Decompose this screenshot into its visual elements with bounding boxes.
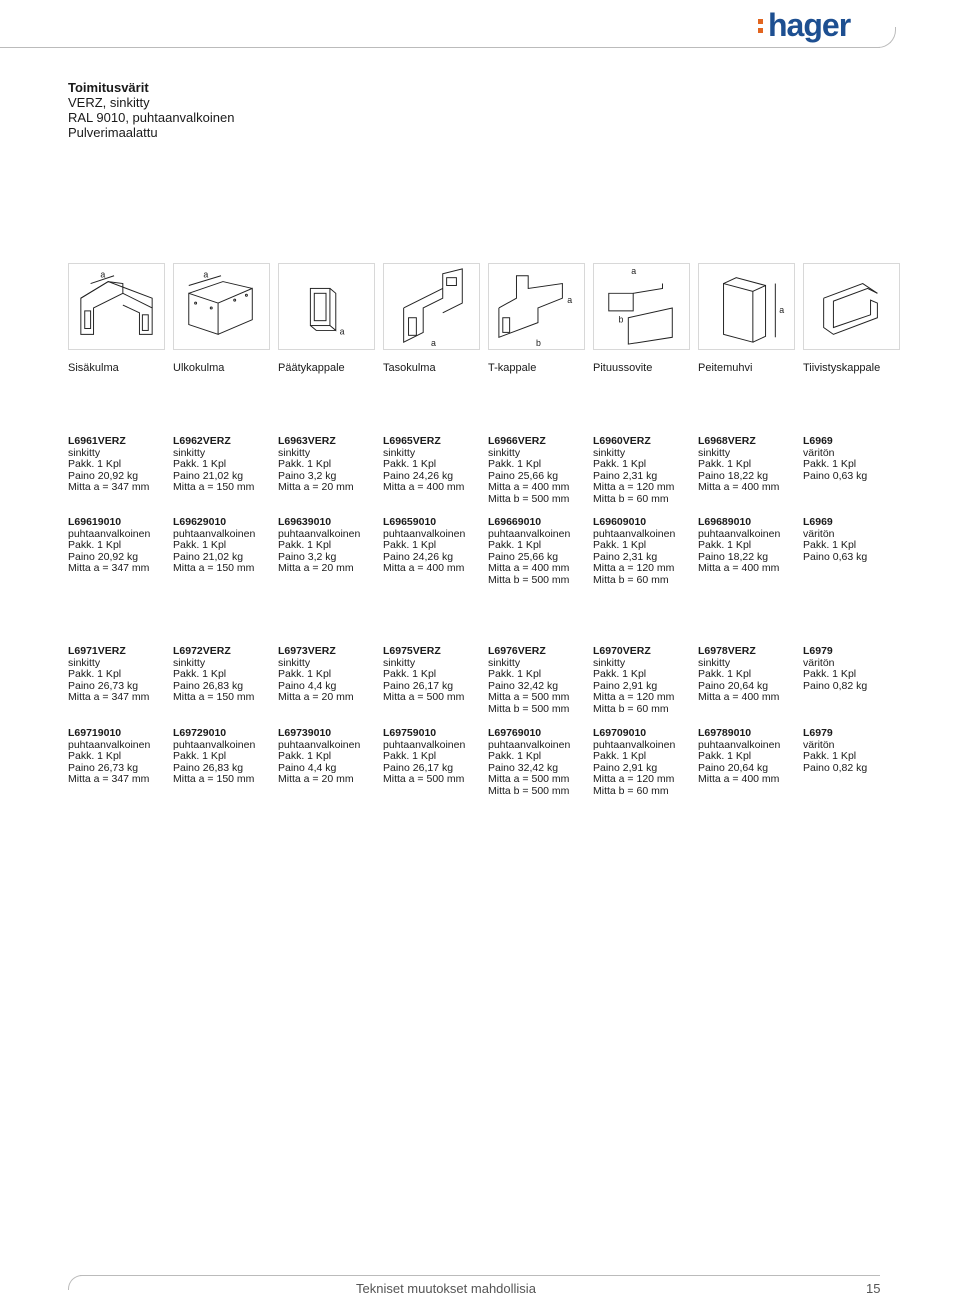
spec-line: Mitta b = 60 mm <box>593 702 669 715</box>
spec-line: sinkitty <box>593 446 626 459</box>
product-code: L6969 <box>803 516 833 528</box>
spec-cell <box>488 436 593 505</box>
spec-cell <box>698 728 803 797</box>
spec-line: Pakk. 1 Kpl <box>68 458 122 470</box>
header-line: Pulverimaalattu <box>68 125 158 140</box>
product-code: L6979 <box>803 645 833 657</box>
product-code: L69739010 <box>278 727 332 739</box>
spec-cell <box>278 517 383 586</box>
spec-line: väritön <box>803 656 835 669</box>
svg-text:a: a <box>339 326 345 337</box>
spec-cell <box>173 646 278 715</box>
spec-line: Pakk. 1 Kpl <box>698 458 752 470</box>
top-rule <box>0 47 880 48</box>
spec-line: Paino 2,31 kg <box>593 469 658 482</box>
spec-line: Mitta a = 20 mm <box>278 691 354 703</box>
spec-line: Paino 26,83 kg <box>173 679 244 692</box>
product-code: L69659010 <box>383 516 437 528</box>
header-line: VERZ, sinkitty <box>68 95 150 110</box>
spec-line: Paino 26,17 kg <box>383 679 454 692</box>
spec-line: Pakk. 1 Kpl <box>593 458 647 470</box>
spec-line: Mitta b = 500 mm <box>488 492 570 505</box>
spec-line: Pakk. 1 Kpl <box>278 539 332 551</box>
spec-line: Pakk. 1 Kpl <box>383 539 437 551</box>
spec-line: Mitta a = 400 mm <box>698 562 780 574</box>
spec-cell <box>68 728 173 797</box>
hager-logo <box>768 8 878 42</box>
spec-cell <box>278 436 383 505</box>
spec-line: Pakk. 1 Kpl <box>803 750 857 762</box>
spec-line: Mitta a = 20 mm <box>278 481 354 493</box>
spec-line: Pakk. 1 Kpl <box>68 668 122 680</box>
inner-corner-icon <box>68 263 165 350</box>
spec-line: Pakk. 1 Kpl <box>173 668 227 680</box>
spec-line: Paino 18,22 kg <box>698 550 769 563</box>
spec-cell <box>173 517 278 586</box>
spec-line: sinkitty <box>488 446 521 459</box>
product-code: L69639010 <box>278 516 332 528</box>
product-name: Päätykappale <box>278 362 345 374</box>
spec-cell <box>278 646 383 715</box>
logo-text: hager <box>768 7 851 43</box>
product-code: L6970VERZ <box>593 645 651 657</box>
product-code: L6962VERZ <box>173 435 231 447</box>
spec-line: Mitta a = 347 mm <box>68 481 150 493</box>
product-code: L69709010 <box>593 727 647 739</box>
spec-line: Mitta a = 347 mm <box>68 691 150 703</box>
spec-line: Paino 2,91 kg <box>593 761 658 774</box>
product-name: Peitemuhvi <box>698 362 753 374</box>
product-code: L69759010 <box>383 727 437 739</box>
spec-line: Paino 20,64 kg <box>698 761 769 774</box>
spec-line: puhtaanvalkoinen <box>488 738 571 751</box>
cover-sleeve-icon <box>698 263 795 350</box>
spec-row <box>68 728 908 797</box>
spec-line: Paino 32,42 kg <box>488 761 559 774</box>
spec-line: Pakk. 1 Kpl <box>383 458 437 470</box>
spec-line: puhtaanvalkoinen <box>383 738 466 751</box>
spec-line: Mitta a = 150 mm <box>173 562 255 574</box>
spec-line: sinkitty <box>698 446 731 459</box>
spec-line: Paino 2,31 kg <box>593 550 658 563</box>
spec-cell <box>68 436 173 505</box>
spec-line: väritön <box>803 738 835 751</box>
spec-line: Paino 4,4 kg <box>278 761 337 774</box>
spec-line: Mitta b = 60 mm <box>593 492 669 505</box>
spec-line: Mitta a = 500 mm <box>383 773 465 785</box>
spec-line: Pakk. 1 Kpl <box>593 750 647 762</box>
spec-line: Pakk. 1 Kpl <box>698 539 752 551</box>
svg-text:b: b <box>536 338 541 349</box>
spec-line: Mitta a = 150 mm <box>173 773 255 785</box>
spec-line: Pakk. 1 Kpl <box>803 458 857 470</box>
spec-line: Pakk. 1 Kpl <box>173 750 227 762</box>
spec-line: Pakk. 1 Kpl <box>488 539 542 551</box>
spec-line: Paino 4,4 kg <box>278 679 337 692</box>
spec-cell <box>698 646 803 715</box>
spec-line: Pakk. 1 Kpl <box>68 539 122 551</box>
spec-line: Paino 20,64 kg <box>698 679 769 692</box>
spec-line: puhtaanvalkoinen <box>173 527 256 540</box>
header-line: RAL 9010, puhtaanvalkoinen <box>68 110 235 125</box>
spec-line: Mitta b = 500 mm <box>488 702 570 715</box>
spec-line: Mitta a = 400 mm <box>698 691 780 703</box>
svg-text:b: b <box>618 314 624 325</box>
spec-cell <box>698 517 803 586</box>
spec-line: Paino 18,22 kg <box>698 469 769 482</box>
spec-line: puhtaanvalkoinen <box>383 527 466 540</box>
spec-line: Paino 26,83 kg <box>173 761 244 774</box>
length-adapter-icon <box>593 263 690 350</box>
spec-cell <box>803 728 908 797</box>
spec-line: Paino 0,82 kg <box>803 761 868 774</box>
spec-line: puhtaanvalkoinen <box>488 527 571 540</box>
spec-line: Paino 26,73 kg <box>68 761 139 774</box>
spec-cell <box>803 517 908 586</box>
product-name: Pituussovite <box>593 362 653 374</box>
spec-line: Pakk. 1 Kpl <box>383 668 437 680</box>
spec-line: Pakk. 1 Kpl <box>278 750 332 762</box>
spec-line: Pakk. 1 Kpl <box>803 668 857 680</box>
product-name: Tasokulma <box>383 362 436 374</box>
product-code: L6960VERZ <box>593 435 651 447</box>
spec-line: Mitta a = 20 mm <box>278 562 354 574</box>
product-name: Sisäkulma <box>68 362 119 374</box>
spec-cell <box>488 728 593 797</box>
spec-line: Paino 3,2 kg <box>278 550 337 563</box>
spec-line: puhtaanvalkoinen <box>278 527 361 540</box>
spec-line: Mitta a = 400 mm <box>488 481 570 493</box>
product-code: L6968VERZ <box>698 435 756 447</box>
product-name: T-kappale <box>488 362 537 374</box>
spec-line: Mitta a = 150 mm <box>173 481 255 493</box>
spec-line: Pakk. 1 Kpl <box>278 668 332 680</box>
spec-line: Mitta a = 400 mm <box>488 562 570 574</box>
footer-rule <box>80 1275 880 1276</box>
spec-line: Paino 20,92 kg <box>68 550 139 563</box>
page-number: 15 <box>866 1281 881 1296</box>
spec-line: Paino 25,66 kg <box>488 550 559 563</box>
spec-line: Paino 26,73 kg <box>68 679 139 692</box>
spec-line: sinkitty <box>173 446 206 459</box>
spec-line: Paino 0,82 kg <box>803 679 868 692</box>
sealing-piece-icon <box>803 263 900 350</box>
spec-line: sinkitty <box>488 656 521 669</box>
spec-line: Paino 21,02 kg <box>173 550 244 563</box>
spec-line: Paino 3,2 kg <box>278 469 337 482</box>
spec-line: sinkitty <box>68 656 101 669</box>
product-code: L6976VERZ <box>488 645 546 657</box>
spec-line: Pakk. 1 Kpl <box>173 539 227 551</box>
spec-line: Mitta b = 500 mm <box>488 573 570 586</box>
product-code: L6978VERZ <box>698 645 756 657</box>
spec-line: Pakk. 1 Kpl <box>173 458 227 470</box>
product-code: L6965VERZ <box>383 435 441 447</box>
svg-text:a: a <box>631 265 637 276</box>
spec-cell <box>803 646 908 715</box>
spec-line: Mitta a = 120 mm <box>593 773 675 785</box>
flat-corner-icon <box>383 263 480 350</box>
spec-cell <box>593 436 698 505</box>
spec-line: sinkitty <box>173 656 206 669</box>
spec-line: puhtaanvalkoinen <box>698 527 781 540</box>
spec-line: Mitta a = 120 mm <box>593 562 675 574</box>
spec-line: Mitta a = 400 mm <box>383 481 465 493</box>
spec-line: Pakk. 1 Kpl <box>488 750 542 762</box>
spec-cell <box>173 436 278 505</box>
product-code: L6966VERZ <box>488 435 546 447</box>
svg-text:a: a <box>567 295 573 306</box>
spec-cell <box>383 517 488 586</box>
spec-row <box>68 436 908 505</box>
product-code: L6963VERZ <box>278 435 336 447</box>
spec-line: Mitta a = 20 mm <box>278 773 354 785</box>
product-name: Tiivistyskappale <box>803 362 881 374</box>
svg-text:a: a <box>779 304 785 315</box>
spec-line: Mitta b = 60 mm <box>593 784 669 797</box>
spec-line: Mitta b = 500 mm <box>488 784 570 797</box>
spec-line: Pakk. 1 Kpl <box>593 539 647 551</box>
spec-line: Mitta a = 347 mm <box>68 562 150 574</box>
spec-line: puhtaanvalkoinen <box>68 738 151 751</box>
spec-line: Pakk. 1 Kpl <box>68 750 122 762</box>
spec-cell <box>278 728 383 797</box>
t-piece-icon <box>488 263 585 350</box>
svg-text:a: a <box>100 269 106 280</box>
spec-line: Mitta a = 500 mm <box>488 691 570 703</box>
spec-line: Paino 25,66 kg <box>488 469 559 482</box>
product-code: L6975VERZ <box>383 645 441 657</box>
footer-note: Tekniset muutokset mahdollisia <box>356 1281 536 1296</box>
spec-line: Paino 26,17 kg <box>383 761 454 774</box>
spec-line: sinkitty <box>278 446 311 459</box>
product-code: L6972VERZ <box>173 645 231 657</box>
spec-line: Paino 2,91 kg <box>593 679 658 692</box>
spec-line: Mitta a = 400 mm <box>698 773 780 785</box>
spec-line: Pakk. 1 Kpl <box>593 668 647 680</box>
product-code: L69789010 <box>698 727 752 739</box>
spec-line: puhtaanvalkoinen <box>278 738 361 751</box>
spec-line: puhtaanvalkoinen <box>173 738 256 751</box>
spec-line: Paino 32,42 kg <box>488 679 559 692</box>
spec-cell <box>593 728 698 797</box>
outer-corner-icon <box>173 263 270 350</box>
spec-cell <box>488 646 593 715</box>
product-code: L6969 <box>803 435 833 447</box>
product-images <box>68 263 900 350</box>
product-code: L6973VERZ <box>278 645 336 657</box>
spec-row <box>68 646 908 715</box>
spec-line: Pakk. 1 Kpl <box>698 750 752 762</box>
spec-line: väritön <box>803 527 835 540</box>
product-code: L69689010 <box>698 516 752 528</box>
spec-line: Pakk. 1 Kpl <box>803 539 857 551</box>
spec-line: Mitta a = 120 mm <box>593 691 675 703</box>
spec-line: Mitta a = 120 mm <box>593 481 675 493</box>
logo-dots-icon <box>758 19 764 37</box>
spec-line: Mitta a = 150 mm <box>173 691 255 703</box>
spec-line: Paino 24,26 kg <box>383 550 454 563</box>
top-rule-curve <box>875 27 896 48</box>
svg-text:a: a <box>203 269 209 280</box>
product-code: L69609010 <box>593 516 647 528</box>
spec-line: Paino 21,02 kg <box>173 469 244 482</box>
spec-line: Mitta b = 60 mm <box>593 573 669 586</box>
spec-line: Paino 20,92 kg <box>68 469 139 482</box>
spec-line: Mitta a = 400 mm <box>383 562 465 574</box>
spec-cell <box>593 646 698 715</box>
spec-line: Mitta a = 500 mm <box>488 773 570 785</box>
product-code: L69719010 <box>68 727 122 739</box>
spec-line: Pakk. 1 Kpl <box>698 668 752 680</box>
spec-line: Paino 0,63 kg <box>803 469 868 482</box>
spec-line: Pakk. 1 Kpl <box>488 668 542 680</box>
product-code: L69729010 <box>173 727 227 739</box>
spec-line: puhtaanvalkoinen <box>698 738 781 751</box>
spec-cell <box>488 517 593 586</box>
footer-rule-curve <box>68 1275 83 1290</box>
spec-line: puhtaanvalkoinen <box>68 527 151 540</box>
spec-cell <box>173 728 278 797</box>
product-code: L6961VERZ <box>68 435 126 447</box>
spec-line: Paino 0,63 kg <box>803 550 868 563</box>
spec-cell <box>383 646 488 715</box>
delivery-colors-header <box>68 80 234 140</box>
spec-line: sinkitty <box>278 656 311 669</box>
spec-line: Pakk. 1 Kpl <box>383 750 437 762</box>
spec-cell <box>593 517 698 586</box>
product-name: Ulkokulma <box>173 362 225 374</box>
spec-line: Mitta a = 400 mm <box>698 481 780 493</box>
product-code: L69629010 <box>173 516 227 528</box>
product-names <box>68 362 908 374</box>
spec-cell <box>803 436 908 505</box>
spec-line: sinkitty <box>383 446 416 459</box>
spec-cell <box>383 728 488 797</box>
spec-cell <box>698 436 803 505</box>
spec-line: Pakk. 1 Kpl <box>488 458 542 470</box>
spec-line: puhtaanvalkoinen <box>593 738 676 751</box>
svg-text:a: a <box>431 338 436 349</box>
spec-line: sinkitty <box>593 656 626 669</box>
spec-cell <box>68 517 173 586</box>
end-piece-icon <box>278 263 375 350</box>
product-code: L6971VERZ <box>68 645 126 657</box>
product-code: L69669010 <box>488 516 542 528</box>
spec-row <box>68 517 908 586</box>
spec-line: väritön <box>803 446 835 459</box>
spec-line: Mitta a = 347 mm <box>68 773 150 785</box>
product-code: L6979 <box>803 727 833 739</box>
spec-line: Mitta a = 500 mm <box>383 691 465 703</box>
spec-cell <box>68 646 173 715</box>
spec-line: sinkitty <box>68 446 101 459</box>
spec-line: sinkitty <box>698 656 731 669</box>
spec-line: puhtaanvalkoinen <box>593 527 676 540</box>
spec-line: Paino 24,26 kg <box>383 469 454 482</box>
product-code: L69619010 <box>68 516 122 528</box>
product-code: L69769010 <box>488 727 542 739</box>
spec-line: sinkitty <box>383 656 416 669</box>
header-title: Toimitusvärit <box>68 80 149 95</box>
spec-line: Pakk. 1 Kpl <box>278 458 332 470</box>
spec-cell <box>383 436 488 505</box>
